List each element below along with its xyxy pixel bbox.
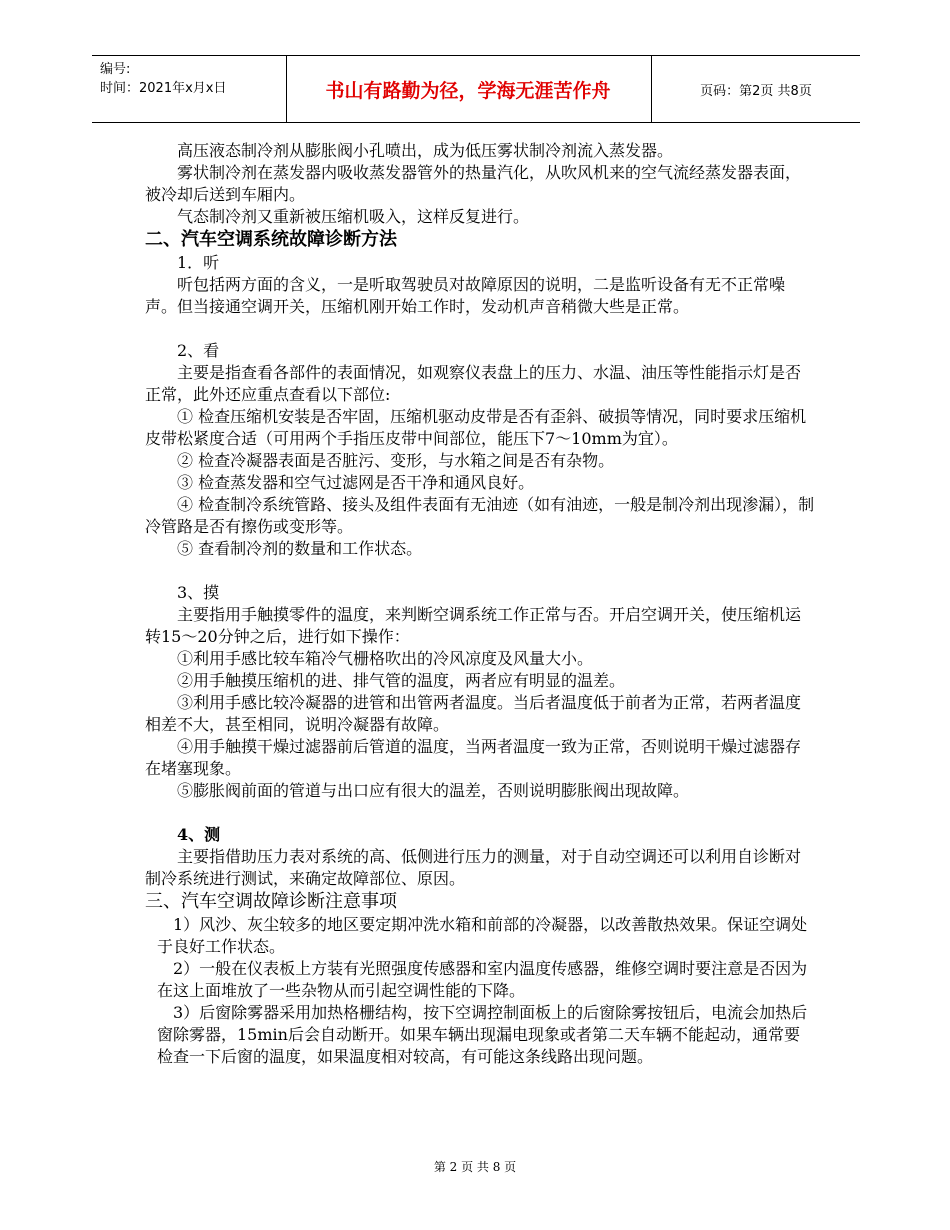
header-motto: 书山有路勤为径，学海无涯苦作舟 xyxy=(325,79,611,102)
note-item: 1）风沙、灰尘较多的地区要定期冲洗水箱和前部的冷凝器，以改善散热效果。保证空调处于良好工作状态。 xyxy=(157,915,808,956)
list-item: ③ 检查蒸发器和空气过滤网是否干净和通风良好。 xyxy=(177,473,535,492)
section-heading: 二、汽车空调系统故障诊断方法 xyxy=(145,229,397,250)
list-item: ①利用手感比较车箱冷气栅格吹出的冷风凉度及风量大小。 xyxy=(177,649,594,668)
document-body xyxy=(145,140,815,1068)
paragraph: 主要指借助压力表对系统的高、低侧进行压力的测量，对于自动空调还可以利用自诊断对制冷系统进行测试，来确定故障部位、原因。 xyxy=(145,847,802,888)
list-item: ③利用手感比较冷凝器的进管和出管两者温度。当后者温度低于前者为正常，若两者温度相差不大，甚至相同，说明冷凝器有故障。 xyxy=(145,693,802,734)
list-item: ② 检查冷凝器表面是否脏污、变形，与水箱之间是否有杂物。 xyxy=(177,451,615,470)
document-time-label: 时间：2021年x月x日 xyxy=(100,81,227,96)
list-item: ④ 检查制冷系统管路、接头及组件表面有无油迹（如有油迹，一般是制冷剂出现渗漏），制冷管路是否有擦伤或变形等。 xyxy=(145,495,815,536)
list-item: ⑤ 查看制冷剂的数量和工作状态。 xyxy=(177,539,423,558)
paragraph: 气态制冷剂又重新被压缩机吸入，这样反复进行。 xyxy=(177,207,530,226)
list-item: ⑤膨胀阀前面的管道与出口应有很大的温差，否则说明膨胀阀出现故障。 xyxy=(177,781,690,800)
list-item: ②用手触摸压缩机的进、排气管的温度，两者应有明显的温差。 xyxy=(177,671,626,690)
header-page-number: 页码：第2页 共8页 xyxy=(700,83,812,99)
note-item: 3）后窗除雾器采用加热格栅结构，按下空调控制面板上的后窗除雾按钮后，电流会加热后窗除雾器，15min后会自动断开。如果车辆出现漏电现象或者第二天车辆不能起动，通常要检查一下后窗的温度，如果温度相对较高，有可能这条线路出现问题。 xyxy=(157,1003,808,1066)
note-item: 2）一般在仪表板上方装有光照强度传感器和室内温度传感器，维修空调时要注意是否因为在这上面堆放了一些杂物从而引起空调性能的下降。 xyxy=(157,959,808,1000)
paragraph: 高压液态制冷剂从膨胀阀小孔喷出，成为低压雾状制冷剂流入蒸发器。 xyxy=(177,141,674,160)
subsection-title: 1．听 xyxy=(177,253,220,272)
paragraph: 主要是指查看各部件的表面情况，如观察仪表盘上的压力、水温、油压等性能指示灯是否正常，此外还应重点查看以下部位: xyxy=(145,363,802,404)
paragraph: 雾状制冷剂在蒸发器内吸收蒸发器管外的热量汽化，从吹风机来的空气流经蒸发器表面，被冷却后送到车厢内。 xyxy=(145,163,802,204)
paragraph: 听包括两方面的含义，一是听取驾驶员对故障原因的说明，二是监听设备有无不正常噪声。但当接通空调开关，压缩机刚开始工作时，发动机声音稍微大些是正常。 xyxy=(145,275,786,316)
subsection-title: 4、测 xyxy=(177,825,221,844)
subsection-title: 2、看 xyxy=(177,341,220,360)
paragraph: 主要指用手触摸零件的温度，来判断空调系统工作正常与否。开启空调开关，使压缩机运转15～20分钟之后，进行如下操作： xyxy=(145,605,802,646)
header-meta xyxy=(100,60,226,98)
page-header xyxy=(92,55,860,123)
section-heading: 三、汽车空调故障诊断注意事项 xyxy=(145,891,397,912)
document-number-label: 编号: xyxy=(100,62,131,77)
subsection-title: 3、摸 xyxy=(177,583,220,602)
page-footer: 第 2 页 共 8 页 xyxy=(433,1160,517,1174)
list-item: ① 检查压缩机安装是否牢固，压缩机驱动皮带是否有歪斜、破损等情况，同时要求压缩机皮带松紧度合适（可用两个手指压皮带中间部位，能压下7～10mm为宜）。 xyxy=(145,407,807,448)
list-item: ④用手触摸干燥过滤器前后管道的温度，当两者温度一致为正常，否则说明干燥过滤器存在堵塞现象。 xyxy=(145,737,802,778)
